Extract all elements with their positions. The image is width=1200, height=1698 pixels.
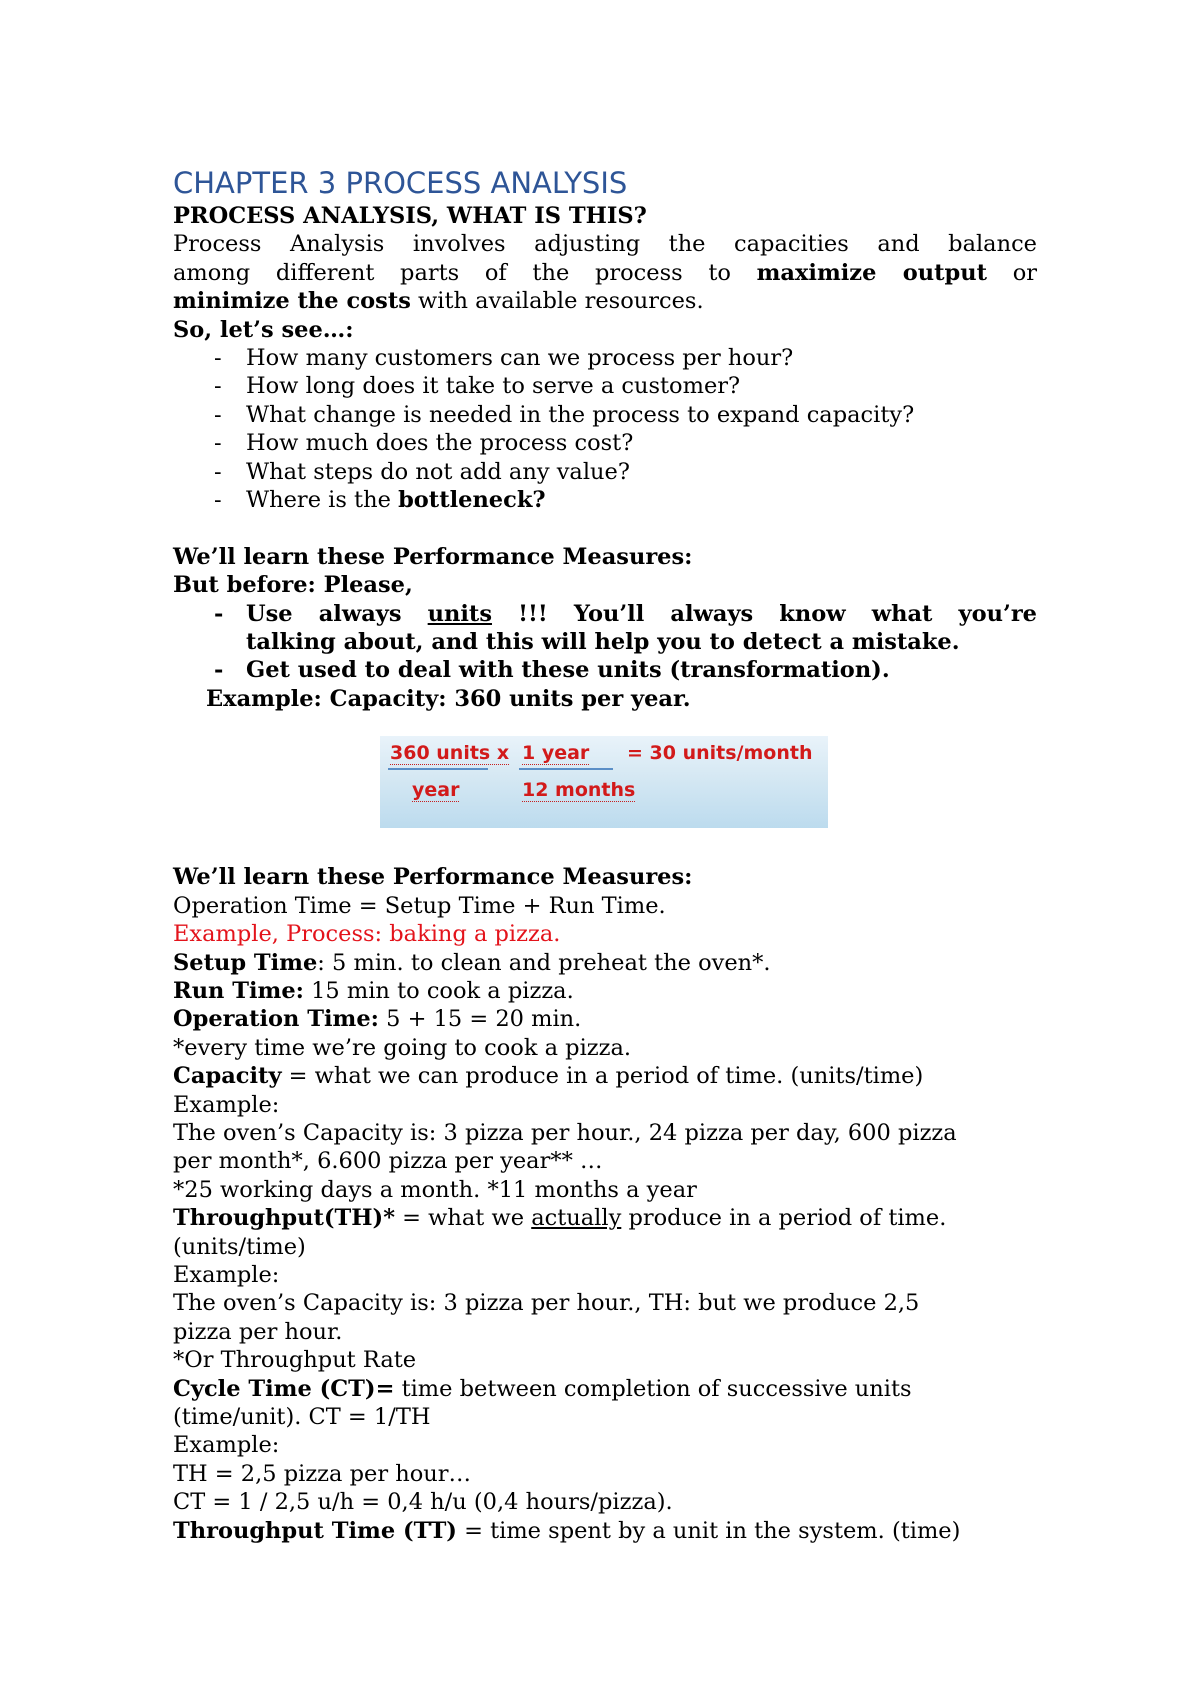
term-label: Cycle Time (CT)= <box>173 1375 395 1402</box>
capacity-example-1: The oven’s Capacity is: 3 pizza per hour., 24 pizza per day, 600 pizza <box>173 1119 957 1146</box>
throughput-time-definition <box>173 1517 1037 1545</box>
unit-conversion-figure-wrap <box>173 713 1037 863</box>
intro-line-3 <box>173 287 1037 315</box>
list-item-text: Where is the <box>246 487 399 514</box>
figure-term: 12 months <box>522 779 636 802</box>
list-item: - How much does the process cost? <box>173 429 1037 457</box>
questions-list <box>173 344 1037 514</box>
learn-heading-2: We’ll learn these Performance Measures: <box>173 864 693 891</box>
term-text: time between completion of successive units <box>394 1375 912 1402</box>
cycle-time-value: CT = 1 / 2,5 u/h = 0,4 h/u (0,4 hours/pizza). <box>173 1489 673 1516</box>
intro-emphasis-costs: minimize the costs <box>173 288 411 315</box>
run-time <box>173 977 1037 1005</box>
figure-numerator-mid <box>522 742 589 764</box>
term-label: Setup Time <box>173 949 318 976</box>
intro-paragraph <box>173 230 1037 315</box>
term-label: Run Time: <box>173 977 304 1004</box>
fraction-bar-left <box>388 768 488 770</box>
figure-term: 360 units x <box>390 742 510 765</box>
section-heading: PROCESS ANALYSIS, WHAT IS THIS? <box>173 203 647 229</box>
throughput-example-2: pizza per hour. <box>173 1318 343 1345</box>
tip-1-line-1 <box>246 600 1037 628</box>
figure-term: 1 year <box>522 742 590 765</box>
figure-denominator-mid <box>522 779 635 801</box>
throughput-value: TH = 2,5 pizza per hour… <box>173 1460 472 1487</box>
throughput-units: (units/time) <box>173 1233 306 1260</box>
intro-text: or <box>987 259 1037 286</box>
figure-term: = 30 units/month <box>627 742 813 765</box>
term-text: = what we <box>394 1205 532 1232</box>
capacity-example-2: per month*, 6.600 pizza per year** … <box>173 1148 603 1175</box>
capacity-definition <box>173 1062 1037 1090</box>
list-item: - How long does it take to serve a customer? <box>173 372 1037 400</box>
bottleneck-emphasis: bottleneck? <box>398 487 546 514</box>
units-emphasis: units <box>427 600 492 627</box>
cycle-time-definition <box>173 1375 1037 1403</box>
throughput-rate-note: *Or Throughput Rate <box>173 1347 417 1374</box>
throughput-example-1: The oven’s Capacity is: 3 pizza per hour., TH: but we produce 2,5 <box>173 1290 920 1317</box>
operation-time-definition: Operation Time = Setup Time + Run Time. <box>173 892 666 919</box>
figure-denominator-left <box>412 779 459 801</box>
tips-list <box>173 600 1037 685</box>
lets-see-heading: So, let’s see…: <box>173 316 354 343</box>
operation-time <box>173 1005 1037 1033</box>
tip-text: !!! You’ll always know what you’re <box>491 600 1037 627</box>
example-label: Example: <box>173 1261 280 1288</box>
fraction-bar-mid <box>519 768 613 770</box>
cycle-time-units: (time/unit). CT = 1/TH <box>173 1404 431 1431</box>
list-item: - Get used to deal with these units (transformation). <box>173 656 1037 684</box>
unit-conversion-figure <box>380 736 828 828</box>
term-text: 5 + 15 = 20 min. <box>378 1006 582 1033</box>
term-text: : 5 min. to clean and preheat the oven*. <box>317 949 771 976</box>
term-label: Capacity <box>173 1063 282 1090</box>
term-label: Operation Time: <box>173 1006 379 1033</box>
list-item: - What steps do not add any value? <box>173 458 1037 486</box>
intro-text: among different parts of the process to <box>173 259 757 286</box>
intro-line-2 <box>173 259 1037 287</box>
throughput-definition <box>173 1204 1037 1232</box>
figure-term: year <box>412 779 460 802</box>
list-item: - How many customers can we process per hour? <box>173 344 1037 372</box>
term-text: = what we can produce in a period of time. (units/time) <box>281 1063 924 1090</box>
working-days-note: *25 working days a month. *11 months a year <box>173 1176 697 1203</box>
but-before: But before: Please, <box>173 572 413 599</box>
term-label: Throughput(TH)* <box>173 1205 395 1232</box>
list-item <box>173 600 1037 657</box>
actually-emphasis: actually <box>531 1205 622 1232</box>
figure-numerator-left <box>390 742 509 764</box>
intro-line-1: Process Analysis involves adjusting the capacities and balance <box>173 231 1037 258</box>
term-text: = time spent by a unit in the system. (time) <box>456 1517 961 1544</box>
example-label: Example: <box>173 1091 280 1118</box>
intro-text: with available resources. <box>410 288 704 315</box>
example-label: Example: <box>173 1432 280 1459</box>
learn-heading: We’ll learn these Performance Measures: <box>173 543 693 570</box>
intro-emphasis-output: maximize output <box>756 259 988 286</box>
every-time-note: *every time we’re going to cook a pizza. <box>173 1034 632 1061</box>
figure-result <box>627 742 812 764</box>
pizza-example-heading: Example, Process: baking a pizza. <box>173 921 561 948</box>
list-item: - What change is needed in the process to expand capacity? <box>173 401 1037 429</box>
term-label: Throughput Time (TT) <box>173 1517 457 1544</box>
document-body <box>173 164 1037 1545</box>
term-text: 15 min to cook a pizza. <box>303 977 574 1004</box>
setup-time <box>173 949 1037 977</box>
tip-1-line-2: talking about, and this will help you to detect a mistake. <box>246 629 960 656</box>
example-capacity: Example: Capacity: 360 units per year. <box>206 685 691 712</box>
chapter-title: CHAPTER 3 PROCESS ANALYSIS <box>173 166 628 200</box>
spacer <box>173 514 1037 542</box>
term-text: produce in a period of time. <box>621 1205 947 1232</box>
tip-text: Use always <box>246 600 428 627</box>
list-item <box>173 486 1037 514</box>
